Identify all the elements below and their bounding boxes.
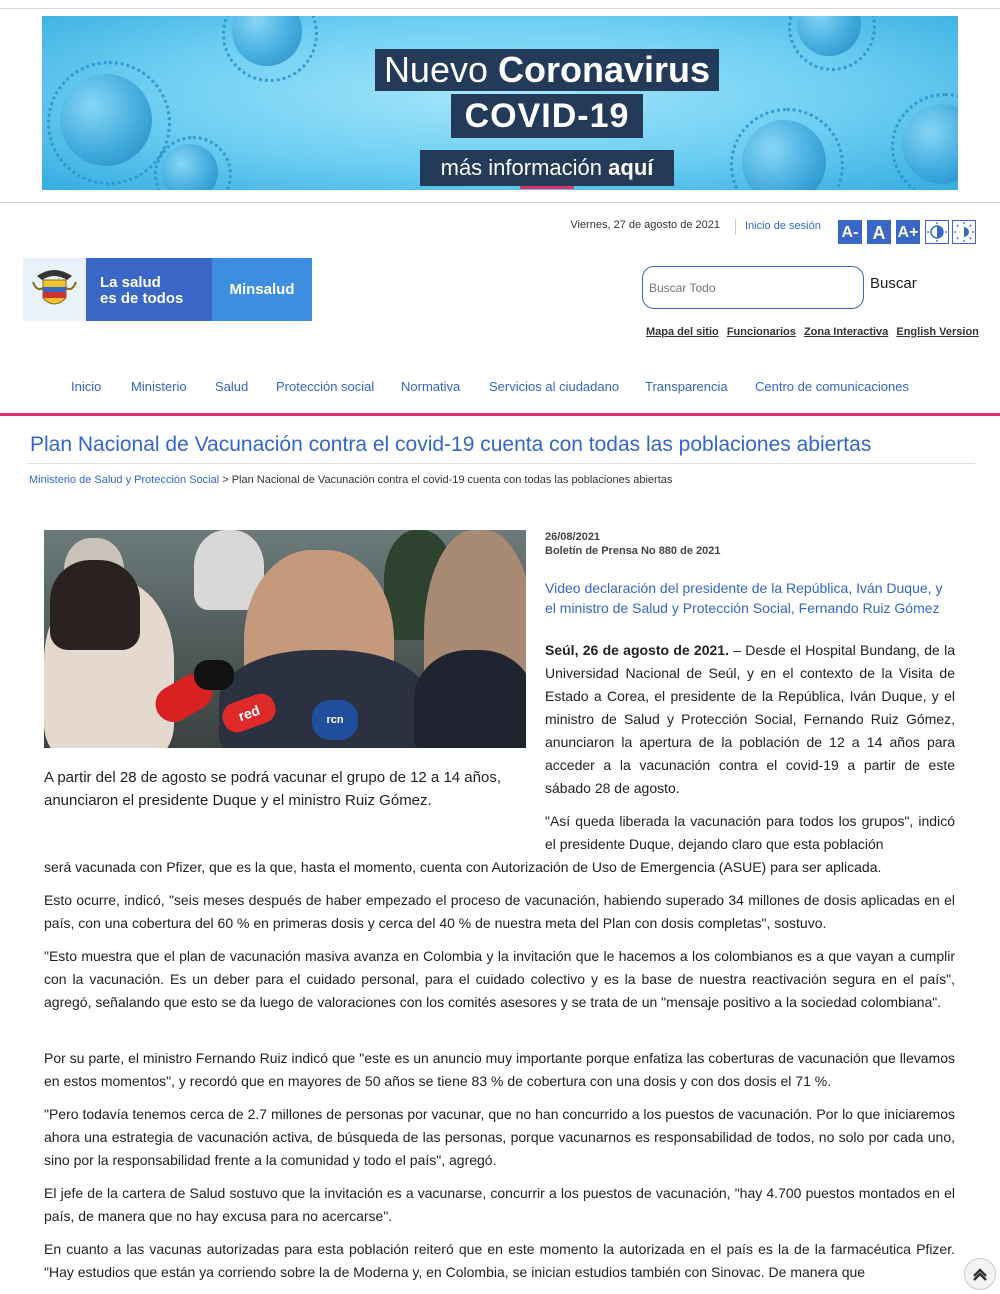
microphone-rcn-label: rcn	[312, 700, 358, 740]
utility-separator	[735, 219, 736, 235]
colombia-coat-of-arms-logo[interactable]	[23, 258, 86, 321]
chevron-up-icon	[971, 1265, 989, 1283]
article-meta	[545, 530, 720, 558]
font-decrease-button[interactable]: A-	[838, 220, 862, 244]
nav-item-proteccion-social[interactable]: Protección social	[276, 379, 375, 394]
nav-item-inicio[interactable]: Inicio	[71, 379, 102, 394]
slogan-line2: es de todos	[100, 290, 184, 307]
article-date: 26/08/2021	[545, 531, 601, 543]
english-version-link[interactable]: English Version	[896, 326, 979, 338]
lead-dateline: Seúl, 26 de agosto de 2021.	[545, 642, 729, 658]
banner-more-strong: aquí	[608, 155, 654, 180]
banner-title-prefix: Nuevo	[383, 49, 499, 90]
nav-item-comunicaciones[interactable]: Centro de comunicaciones	[755, 379, 909, 394]
virus-illustration	[60, 74, 152, 166]
article-paragraph: "Esto muestra que el plan de vacunación masiva avanza en Colombia y la invitación que le hacemos a los colombianos es a que vayan a cumplir con la vacunación. Es un deber para el cuidado personal, para el cuidado colectivo y es la base de nuestra reactivación segura en el país", agregó, señalando que esto se da luego de valoraciones con los comités asesores y se trata de un "mensaje positivo a la sociedad colombiana".	[44, 948, 955, 1010]
banner-title-line1	[375, 49, 719, 91]
sitemap-link[interactable]: Mapa del sitio	[646, 326, 719, 338]
article-paragraph: Por su parte, el ministro Fernando Ruiz indicó que "este es un anuncio muy importante porque enfatiza las coberturas de vacunación que llevamos en estos momentos", y recordó que en mayores de 50 años se tiene 83 % de cobertura con una dosis y con dos dosis el 71 %.	[44, 1050, 955, 1089]
secondary-links	[646, 326, 984, 338]
banner-title-strong: Coronavirus	[498, 49, 711, 90]
breadcrumb-home[interactable]: Ministerio de Salud y Protección Social	[29, 474, 220, 486]
contrast-icon[interactable]	[925, 220, 949, 244]
scroll-top-button[interactable]	[964, 1258, 996, 1290]
font-increase-button[interactable]: A+	[896, 220, 920, 244]
banner-underline	[520, 186, 574, 189]
nav-item-salud[interactable]: Salud	[215, 379, 249, 394]
photo-woman-hair	[50, 560, 140, 650]
article-paragraph: El jefe de la cartera de Salud sostuvo que la invitación es a vacunarse, concurrir a los puestos de vacunación, "hay 4.700 puestos montados en el país, de manera que no hay excusa para no acercarse".	[44, 1185, 955, 1224]
search-input[interactable]	[642, 266, 864, 309]
title-divider	[27, 463, 975, 464]
minsalud-logo[interactable]: Minsalud	[212, 258, 312, 321]
nav-item-servicios[interactable]: Servicios al ciudadano	[489, 379, 620, 394]
video-link[interactable]: Video declaración del presidente de la República, Iván Duque, y el ministro de Salud y Protección Social, Fernando Ruiz Gómez	[545, 580, 943, 616]
login-link[interactable]: Inicio de sesión	[745, 220, 821, 232]
breadcrumb-separator: >	[219, 474, 232, 486]
current-date: Viernes, 27 de agosto de 2021	[570, 219, 720, 231]
article-lead	[545, 639, 955, 800]
font-normal-button[interactable]: A	[867, 220, 891, 244]
slogan-line1: La salud	[100, 274, 161, 291]
article-paragraph: "Pero todavía tenemos cerca de 2.7 millones de personas por vacunar, que no han concurrido a los puestos de vacunación. Por lo que iniciaremos ahora una estrategia de vacunación activa, de búsqueda de las personas, porque vacunarnos es responsabilidad de todos, no solo por cada uno, sino por la responsabilidad frente a la comunidad y todo el país", agregó.	[44, 1106, 955, 1168]
photo-caption: A partir del 28 de agosto se podrá vacunar el grupo de 12 a 14 años, anunciaron el presidente Duque y el ministro Ruiz Gómez.	[44, 769, 501, 809]
banner-more-info[interactable]	[420, 150, 674, 186]
interactive-zone-link[interactable]: Zona Interactiva	[803, 326, 889, 338]
article-photo	[44, 530, 526, 748]
nav-item-normativa[interactable]: Normativa	[401, 379, 461, 394]
virus-illustration	[232, 16, 302, 66]
microphone-red-label: red	[218, 690, 279, 737]
article-paragraph: Esto ocurre, indicó, "seis meses después de haber empezado el proceso de vacunación, habiendo superado 34 millones de dosis aplicadas en el país, con una cobertura del 60 % en primeras dosis y cerca del 40 % de nuestra meta del Plan con dosis completas", sostuvo.	[44, 892, 955, 931]
article-paragraph: será vacunada con Pfizer, que es la que, hasta el momento, cuenta con Autorización de Uso de Emergencia (ASUE) para ser aplicada.	[44, 859, 882, 875]
virus-illustration	[742, 120, 826, 190]
virus-illustration	[162, 144, 218, 190]
virus-illustration	[902, 104, 958, 184]
brand-slogan[interactable]	[86, 258, 212, 321]
search-button[interactable]: Buscar	[870, 275, 930, 292]
article-paragraph: "Así queda liberada la vacunación para todos los grupos", indicó el presidente Duque, dejando claro que esta población	[545, 813, 955, 852]
article-paragraph: En cuanto a las vacunas autorizadas para esta población reiteró que en este momento la autorizada en el país es la de la farmacéutica Pfizer. "Hay estudios que están ya corriendo sobre la de Moderna y, en Colombia, se inician estudios también con Sinovac. De manera que	[44, 1241, 955, 1280]
staff-link[interactable]: Funcionarios	[726, 326, 796, 338]
banner-more-text: más información	[440, 155, 609, 180]
nav-item-ministerio[interactable]: Ministerio	[131, 379, 187, 394]
main-nav	[0, 379, 1000, 399]
nav-item-transparencia[interactable]: Transparencia	[645, 379, 728, 394]
covid-banner[interactable]	[42, 16, 958, 190]
nav-divider	[0, 413, 1000, 416]
bulletin-number: Boletín de Prensa No 880 de 2021	[545, 545, 721, 557]
breadcrumb-current: Plan Nacional de Vacunación contra el covid-19 cuenta con todas las poblaciones abiertas	[231, 474, 673, 486]
brightness-icon[interactable]	[952, 220, 976, 244]
banner-title-line2: COVID-19	[451, 94, 643, 138]
microphone-black	[194, 660, 234, 690]
lead-text: – Desde el Hospital Bundang, de la Universidad Nacional de Seúl, y en el contexto de la Visita de Estado a Corea, el presidente de la República, Iván Duque, y el ministro de Salud y Protección Social, Fernando Ruiz Gómez, anunciaron la apertura de la población de 12 a 14 años para acceder a la vacunación contra el covid-19 a partir de este sábado 28 de agosto.	[545, 642, 956, 796]
page-title: Plan Nacional de Vacunación contra el covid-19 cuenta con todas las poblaciones abiertas	[30, 433, 872, 456]
breadcrumb	[29, 474, 672, 486]
photo-president-suit	[414, 650, 526, 748]
virus-illustration	[797, 16, 861, 56]
